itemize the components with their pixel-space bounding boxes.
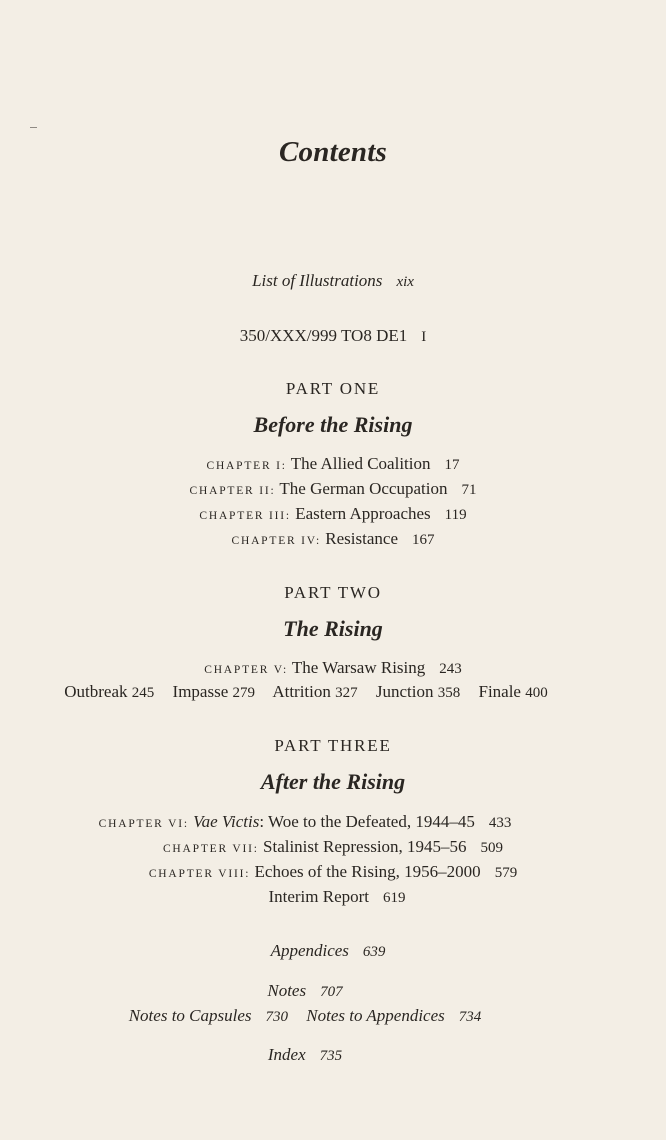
toc-sections-row bbox=[0, 682, 639, 702]
toc-chapter-3[interactable] bbox=[0, 504, 666, 524]
entry-page: I bbox=[421, 329, 427, 345]
entry-page: 735 bbox=[319, 1048, 343, 1064]
chapter-number: CHAPTER IV: bbox=[231, 535, 322, 547]
chapter-page: 579 bbox=[494, 865, 518, 881]
chapter-page: 243 bbox=[439, 661, 462, 677]
entry-page: 734 bbox=[458, 1009, 482, 1025]
entry-label: 350/XXX/999 TO8 DE1 bbox=[239, 326, 408, 345]
entry-label: Index bbox=[267, 1045, 306, 1064]
section-outbreak[interactable] bbox=[64, 682, 154, 701]
chapter-number: CHAPTER VI: bbox=[98, 818, 189, 830]
toc-notes-row bbox=[0, 1006, 638, 1026]
entry-page: 730 bbox=[265, 1009, 289, 1025]
toc-entry-notes-to-capsules[interactable] bbox=[129, 1006, 288, 1025]
chapter-title: : Woe to the Defeated, 1944–45 bbox=[259, 812, 475, 831]
chapter-number: CHAPTER II: bbox=[189, 485, 276, 497]
chapter-page: 17 bbox=[444, 457, 460, 473]
section-attrition[interactable] bbox=[272, 682, 357, 701]
section-title: Outbreak bbox=[64, 682, 128, 701]
toc-entry-interim-report[interactable] bbox=[4, 887, 666, 907]
part-one-label: PART ONE bbox=[285, 379, 381, 398]
part-two-subtitle: The Rising bbox=[283, 616, 383, 641]
toc-chapter-2[interactable] bbox=[0, 479, 666, 499]
chapter-title: The German Occupation bbox=[279, 479, 448, 498]
section-junction[interactable] bbox=[376, 682, 460, 701]
part-two-label: PART TWO bbox=[284, 583, 382, 602]
entry-label: Notes to Appendices bbox=[306, 1006, 445, 1025]
entry-label: Appendices bbox=[270, 941, 349, 960]
toc-chapter-6[interactable] bbox=[0, 812, 638, 832]
section-page: 245 bbox=[131, 685, 155, 701]
toc-chapter-1[interactable] bbox=[0, 454, 666, 474]
section-page: 279 bbox=[232, 685, 255, 701]
entry-label: Notes to Capsules bbox=[128, 1006, 252, 1025]
chapter-number: CHAPTER V: bbox=[204, 664, 288, 676]
part-three-subtitle: After the Rising bbox=[260, 769, 406, 794]
page-title: Contents bbox=[279, 136, 387, 168]
part-three-label: PART THREE bbox=[274, 736, 392, 755]
entry-page: 619 bbox=[383, 890, 406, 906]
section-page: 327 bbox=[335, 685, 358, 701]
entry-page: xix bbox=[396, 274, 414, 290]
chapter-number: CHAPTER VII: bbox=[162, 843, 259, 855]
chapter-title-italic: Vae Victis bbox=[193, 812, 260, 831]
section-title: Impasse bbox=[172, 682, 229, 701]
chapter-page: 119 bbox=[444, 507, 467, 523]
toc-entry-notes[interactable] bbox=[0, 981, 638, 1001]
part-one-subtitle: Before the Rising bbox=[253, 412, 413, 437]
chapter-page: 167 bbox=[412, 532, 435, 548]
entry-page: 707 bbox=[320, 984, 343, 1000]
toc-chapter-4[interactable] bbox=[0, 529, 666, 549]
chapter-title: Eastern Approaches bbox=[295, 504, 431, 523]
chapter-title: The Allied Coalition bbox=[290, 454, 431, 473]
chapter-title: The Warsaw Rising bbox=[291, 658, 426, 677]
section-finale[interactable] bbox=[478, 682, 547, 701]
toc-entry-appendices[interactable] bbox=[0, 941, 661, 961]
section-page: 358 bbox=[437, 685, 461, 701]
chapter-number: CHAPTER III: bbox=[199, 510, 291, 522]
toc-chapter-7[interactable] bbox=[0, 837, 666, 857]
entry-page: 639 bbox=[362, 944, 386, 960]
toc-chapter-8[interactable] bbox=[0, 862, 666, 882]
toc-entry-code[interactable] bbox=[0, 326, 666, 346]
chapter-title: Echoes of the Rising, 1956–2000 bbox=[254, 862, 481, 881]
toc-entry-index[interactable] bbox=[0, 1045, 638, 1065]
toc-chapter-5[interactable] bbox=[0, 658, 666, 678]
section-title: Attrition bbox=[272, 682, 331, 701]
chapter-page: 433 bbox=[488, 815, 512, 831]
toc-entry-notes-to-appendices[interactable] bbox=[306, 1006, 481, 1025]
entry-label: Interim Report bbox=[268, 887, 370, 906]
section-impasse[interactable] bbox=[173, 682, 255, 701]
toc-entry-list-of-illustrations[interactable] bbox=[0, 271, 666, 291]
chapter-title: Resistance bbox=[325, 529, 398, 548]
chapter-number: CHAPTER I: bbox=[206, 460, 287, 472]
section-title: Finale bbox=[478, 682, 521, 701]
entry-label: Notes bbox=[267, 981, 307, 1000]
chapter-page: 509 bbox=[480, 840, 504, 856]
entry-label: List of Illustrations bbox=[252, 271, 383, 290]
section-page: 400 bbox=[525, 685, 548, 701]
stray-mark bbox=[30, 127, 37, 128]
chapter-page: 71 bbox=[461, 482, 477, 498]
chapter-number: CHAPTER VIII: bbox=[148, 868, 251, 880]
section-title: Junction bbox=[375, 682, 434, 701]
chapter-title: Stalinist Repression, 1945–56 bbox=[263, 837, 467, 856]
